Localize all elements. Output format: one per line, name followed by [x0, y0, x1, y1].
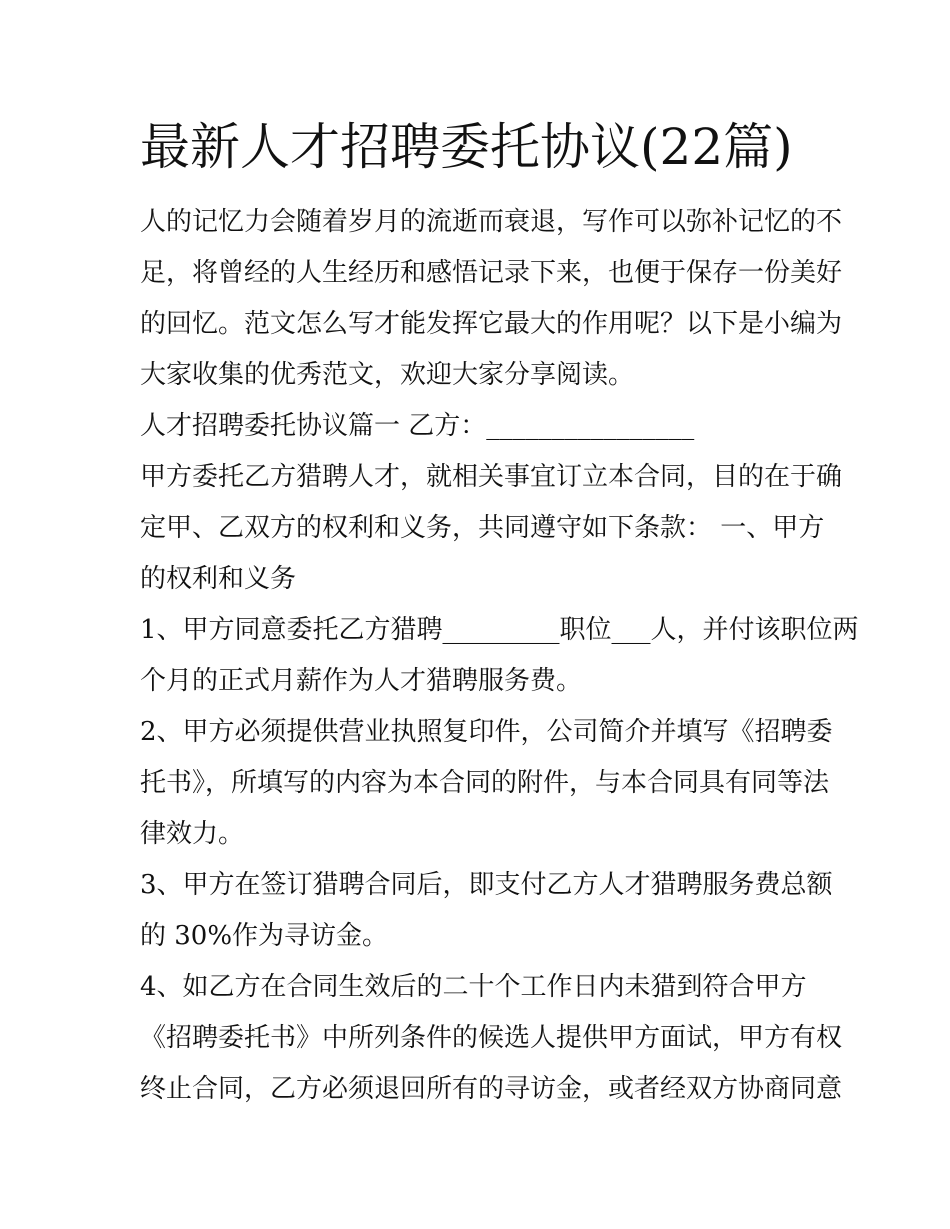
clause-line: 个月的正式月薪作为人才猎聘服务费。 [140, 666, 583, 696]
text-line: 甲方委托乙方猎聘人才，就相关事宜订立本合同，目的在于确 [140, 462, 843, 492]
text-line: 的回忆。范文怎么写才能发挥它最大的作用呢？以下是小编为 [140, 309, 843, 339]
clause-line: 终止合同，乙方必须退回所有的寻访金，或者经双方协商同意 [140, 1074, 843, 1104]
text-line: 大家收集的优秀范文，欢迎大家分享阅读。 [140, 360, 635, 390]
document-title: 最新人才招聘委托协议(22篇) [140, 118, 793, 176]
clause-line: 托书》，所填写的内容为本合同的附件，与本合同具有同等法 [140, 768, 830, 798]
clause-line: 律效力。 [140, 819, 245, 849]
section-heading-line: 人才招聘委托协议篇一 乙方：________________ [140, 411, 695, 441]
document-body [140, 197, 859, 1115]
clause-line: 3、甲方在签订猎聘合同后，即支付乙方人才猎聘服务费总额 [140, 870, 833, 900]
clause-line: 4、如乙方在合同生效后的二十个工作日内未猎到符合甲方 [140, 972, 807, 1002]
text-line: 人的记忆力会随着岁月的流逝而衰退，写作可以弥补记忆的不 [140, 207, 843, 237]
clause-line: 1、甲方同意委托乙方猎聘_________职位___人，并付该职位两 [140, 615, 859, 645]
clause-line: 《招聘委托书》中所列条件的候选人提供甲方面试，甲方有权 [140, 1023, 843, 1053]
text-line: 的权利和义务 [140, 564, 297, 594]
clause-line: 的 30%作为寻访金。 [140, 921, 389, 951]
text-line: 定甲、乙双方的权利和义务，共同遵守如下条款： 一、甲方 [140, 513, 825, 543]
text-line: 足，将曾经的人生经历和感悟记录下来，也便于保存一份美好 [140, 258, 843, 288]
clause-line: 2、甲方必须提供营业执照复印件，公司简介并填写《招聘委 [140, 717, 833, 747]
